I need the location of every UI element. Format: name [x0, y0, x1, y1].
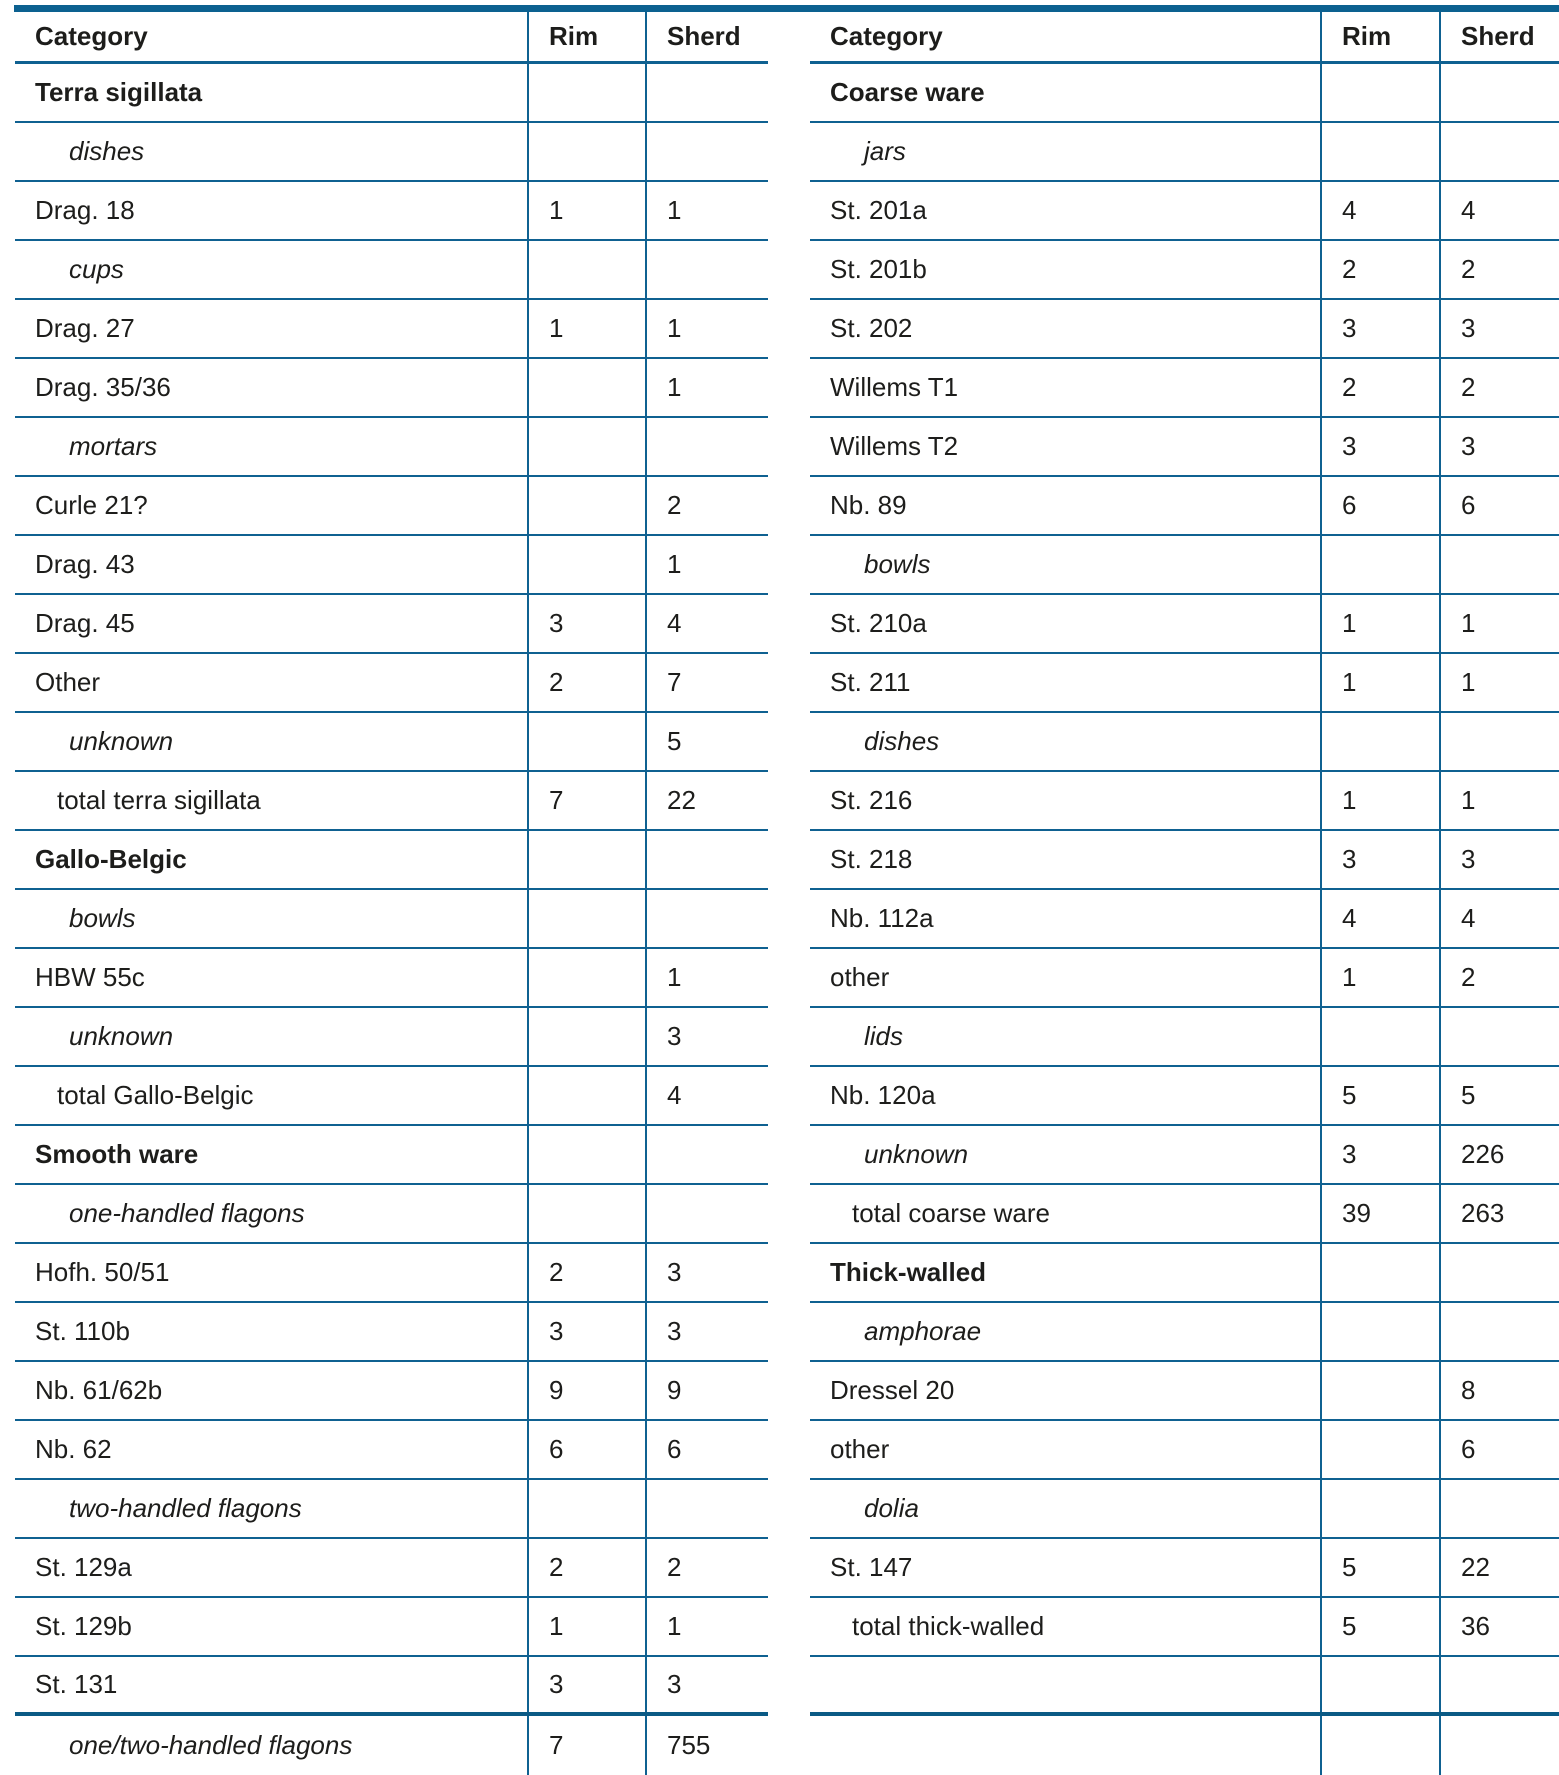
group-header-row — [15, 831, 768, 890]
category-cell: St. 110b — [35, 1316, 130, 1346]
sherd-count-cell: 2 — [1439, 949, 1559, 1006]
rim-count-cell: 3 — [527, 1657, 645, 1712]
sherd-count-cell: 1 — [645, 359, 768, 416]
rim-count-cell — [527, 1480, 645, 1537]
rim-count-cell: 2 — [527, 654, 645, 711]
column-header-sherd: Sherd — [1439, 12, 1559, 61]
rim-count-cell — [1320, 1008, 1439, 1065]
table-row — [15, 772, 768, 831]
table-row — [15, 949, 768, 1008]
rim-count-cell: 1 — [1320, 595, 1439, 652]
table-row — [15, 1303, 768, 1362]
rim-count-cell — [527, 1126, 645, 1183]
category-cell: dishes — [69, 136, 145, 166]
rim-count-cell — [1320, 1362, 1439, 1419]
category-cell: St. 147 — [830, 1552, 913, 1582]
rim-count-cell: 5 — [1320, 1539, 1439, 1596]
category-cell: St. 211 — [830, 667, 911, 697]
sherd-count-cell — [1439, 64, 1559, 121]
category-cell: Drag. 43 — [35, 549, 135, 579]
rim-count-cell: 2 — [527, 1539, 645, 1596]
table-row — [15, 654, 768, 713]
column-header-sherd: Sherd — [645, 12, 768, 61]
sherd-count-cell — [645, 1480, 768, 1537]
category-cell: other — [830, 962, 890, 992]
table-row — [810, 359, 1559, 418]
sherd-count-cell — [1439, 1480, 1559, 1537]
rim-count-cell: 3 — [1320, 831, 1439, 888]
table-row — [810, 1362, 1559, 1421]
table-row — [15, 1716, 768, 1775]
sherd-count-cell: 5 — [1439, 1067, 1559, 1124]
rim-count-cell — [527, 359, 645, 416]
table-row — [15, 536, 768, 595]
group-header-row — [810, 1244, 1559, 1303]
table-row — [810, 241, 1559, 300]
table-row — [810, 1657, 1559, 1716]
rim-count-cell — [527, 536, 645, 593]
rim-count-cell: 2 — [1320, 359, 1439, 416]
table-row — [810, 654, 1559, 713]
sherd-count-cell: 226 — [1439, 1126, 1559, 1183]
category-cell: Curle 21? — [35, 490, 148, 520]
category-cell: Dressel 20 — [830, 1375, 955, 1405]
rim-count-cell — [527, 1067, 645, 1124]
rim-count-cell: 3 — [1320, 418, 1439, 475]
table-row — [810, 1598, 1559, 1657]
table-row — [810, 1008, 1559, 1067]
sherd-count-cell: 4 — [645, 595, 768, 652]
rim-count-cell: 6 — [527, 1421, 645, 1478]
rim-count-cell: 3 — [1320, 1126, 1439, 1183]
table-row — [15, 1421, 768, 1480]
sherd-count-cell: 1 — [645, 300, 768, 357]
category-cell: Drag. 27 — [35, 313, 135, 343]
table-row — [810, 1185, 1559, 1244]
category-cell: St. 129b — [35, 1611, 132, 1641]
category-cell: St. 218 — [830, 844, 913, 874]
column-header-category: Category — [830, 21, 943, 51]
table-row — [810, 182, 1559, 241]
table-row — [15, 359, 768, 418]
rim-count-cell: 1 — [527, 1598, 645, 1655]
category-cell: mortars — [69, 431, 158, 461]
rim-count-cell — [1320, 713, 1439, 770]
rim-count-cell: 4 — [1320, 182, 1439, 239]
pottery-count-tables — [15, 12, 1559, 1775]
category-cell: Nb. 89 — [830, 490, 907, 520]
category-cell: dolia — [864, 1493, 919, 1523]
sherd-count-cell: 3 — [645, 1303, 768, 1360]
table-row — [810, 949, 1559, 1008]
rim-count-cell: 1 — [1320, 949, 1439, 1006]
sherd-count-cell — [1439, 536, 1559, 593]
category-cell: Nb. 120a — [830, 1080, 936, 1110]
table-row — [810, 772, 1559, 831]
category-cell: one/two-handled flagons — [69, 1730, 353, 1760]
sherd-count-cell — [1439, 1657, 1559, 1712]
category-cell: Hofh. 50/51 — [35, 1257, 170, 1287]
sherd-count-cell — [645, 241, 768, 298]
rim-count-cell: 39 — [1320, 1185, 1439, 1242]
category-cell: total coarse ware — [852, 1198, 1050, 1228]
table-row — [15, 182, 768, 241]
category-cell: St. 129a — [35, 1552, 132, 1582]
sherd-count-cell: 3 — [1439, 831, 1559, 888]
table-row — [810, 1480, 1559, 1539]
sherd-count-cell: 3 — [645, 1657, 768, 1712]
table-row — [810, 418, 1559, 477]
category-cell: Terra sigillata — [35, 77, 203, 107]
sherd-count-cell: 4 — [1439, 890, 1559, 947]
category-cell: total terra sigillata — [57, 785, 261, 815]
rim-count-cell — [527, 949, 645, 1006]
sherd-count-cell: 263 — [1439, 1185, 1559, 1242]
category-cell: Nb. 112a — [830, 903, 934, 933]
table-row — [15, 595, 768, 654]
sherd-count-cell — [1439, 1303, 1559, 1360]
rim-count-cell — [1320, 1303, 1439, 1360]
rim-count-cell: 1 — [527, 300, 645, 357]
sherd-count-cell: 2 — [1439, 241, 1559, 298]
rim-count-cell — [527, 1008, 645, 1065]
sherd-count-cell: 5 — [645, 713, 768, 770]
pottery-table-left — [15, 12, 768, 1775]
category-cell: bowls — [864, 549, 931, 579]
category-cell: jars — [864, 136, 906, 166]
rim-count-cell — [527, 713, 645, 770]
category-cell: total Gallo-Belgic — [57, 1080, 254, 1110]
sherd-count-cell — [645, 123, 768, 180]
category-cell: lids — [864, 1021, 904, 1051]
table-row — [15, 1244, 768, 1303]
sherd-count-cell: 2 — [645, 1539, 768, 1596]
sherd-count-cell — [645, 831, 768, 888]
table-row — [810, 1126, 1559, 1185]
rim-count-cell: 7 — [527, 772, 645, 829]
category-cell: Willems T1 — [830, 372, 959, 402]
sherd-count-cell: 1 — [645, 536, 768, 593]
category-cell: Drag. 18 — [35, 195, 135, 225]
category-cell: HBW 55c — [35, 962, 145, 992]
category-cell: dishes — [864, 726, 940, 756]
sherd-count-cell: 1 — [1439, 772, 1559, 829]
sherd-count-cell — [645, 64, 768, 121]
category-cell: Willems T2 — [830, 431, 959, 461]
category-cell: Drag. 35/36 — [35, 372, 171, 402]
sherd-count-cell — [645, 1126, 768, 1183]
table-row — [15, 1598, 768, 1657]
group-header-row — [810, 64, 1559, 123]
sherd-count-cell: 3 — [645, 1244, 768, 1301]
category-cell: St. 210a — [830, 608, 927, 638]
table-row — [15, 1539, 768, 1598]
category-cell: bowls — [69, 903, 136, 933]
rim-count-cell: 7 — [527, 1716, 645, 1775]
sherd-count-cell — [1439, 1008, 1559, 1065]
category-cell: total thick-walled — [852, 1611, 1045, 1641]
sherd-count-cell — [645, 1185, 768, 1242]
table-row — [15, 418, 768, 477]
sherd-count-cell — [1439, 123, 1559, 180]
sherd-count-cell: 36 — [1439, 1598, 1559, 1655]
rim-count-cell — [1320, 1480, 1439, 1537]
sherd-count-cell — [1439, 713, 1559, 770]
sherd-count-cell: 6 — [645, 1421, 768, 1478]
rim-count-cell: 6 — [1320, 477, 1439, 534]
category-cell: other — [830, 1434, 890, 1464]
rim-count-cell — [1320, 536, 1439, 593]
rim-count-cell — [527, 241, 645, 298]
table-row — [15, 477, 768, 536]
rim-count-cell — [527, 64, 645, 121]
category-cell: cups — [69, 254, 124, 284]
sherd-count-cell: 1 — [645, 1598, 768, 1655]
sherd-count-cell: 4 — [645, 1067, 768, 1124]
table-row — [15, 890, 768, 949]
sherd-count-cell: 2 — [1439, 359, 1559, 416]
table-header-row — [15, 12, 768, 64]
sherd-count-cell — [645, 890, 768, 947]
table-row — [810, 300, 1559, 359]
category-cell: St. 201b — [830, 254, 927, 284]
rim-count-cell: 5 — [1320, 1598, 1439, 1655]
column-header-rim: Rim — [1320, 12, 1439, 61]
table-header-row — [810, 12, 1559, 64]
table-row — [15, 1480, 768, 1539]
group-header-row — [15, 64, 768, 123]
sherd-count-cell: 6 — [1439, 1421, 1559, 1478]
category-cell: amphorae — [864, 1316, 982, 1346]
category-cell: St. 216 — [830, 785, 913, 815]
table-row — [15, 1067, 768, 1126]
column-header-category: Category — [35, 21, 148, 51]
sherd-count-cell: 3 — [1439, 418, 1559, 475]
sherd-count-cell: 3 — [645, 1008, 768, 1065]
rim-count-cell — [1320, 123, 1439, 180]
rim-count-cell: 3 — [1320, 300, 1439, 357]
table-row — [810, 890, 1559, 949]
sherd-count-cell: 1 — [1439, 654, 1559, 711]
category-cell: Nb. 62 — [35, 1434, 112, 1464]
sherd-count-cell — [645, 418, 768, 475]
table-row — [15, 1008, 768, 1067]
category-cell: Thick-walled — [830, 1257, 987, 1287]
rim-count-cell — [527, 123, 645, 180]
sherd-count-cell: 1 — [1439, 595, 1559, 652]
table-row — [810, 1421, 1559, 1480]
sherd-count-cell: 6 — [1439, 477, 1559, 534]
table-row — [810, 123, 1559, 182]
table-row — [810, 1539, 1559, 1598]
table-row — [15, 123, 768, 182]
sherd-count-cell: 3 — [1439, 300, 1559, 357]
rim-count-cell: 3 — [527, 595, 645, 652]
category-cell: St. 201a — [830, 195, 927, 225]
category-cell: one-handled flagons — [69, 1198, 305, 1228]
table-row — [15, 713, 768, 772]
sherd-count-cell — [1439, 1244, 1559, 1301]
column-header-rim: Rim — [527, 12, 645, 61]
sherd-count-cell: 9 — [645, 1362, 768, 1419]
category-cell — [810, 1657, 1320, 1712]
rim-count-cell — [1320, 64, 1439, 121]
rim-count-cell: 1 — [1320, 654, 1439, 711]
table-row — [810, 536, 1559, 595]
table-row — [810, 595, 1559, 654]
rim-count-cell: 2 — [1320, 241, 1439, 298]
rim-count-cell — [1320, 1657, 1439, 1712]
table-row — [810, 477, 1559, 536]
rim-count-cell — [527, 831, 645, 888]
category-cell: Gallo-Belgic — [35, 844, 187, 874]
category-cell — [810, 1716, 1320, 1775]
table-row — [15, 1362, 768, 1421]
rim-count-cell: 4 — [1320, 890, 1439, 947]
table-row — [810, 1303, 1559, 1362]
table-row — [810, 831, 1559, 890]
sherd-count-cell: 8 — [1439, 1362, 1559, 1419]
top-rule — [14, 5, 1559, 12]
category-cell: Nb. 61/62b — [35, 1375, 163, 1405]
category-cell: unknown — [69, 726, 174, 756]
category-cell: unknown — [69, 1021, 174, 1051]
sherd-count-cell: 755 — [645, 1716, 768, 1775]
rim-count-cell — [1320, 1716, 1439, 1775]
category-cell: unknown — [864, 1139, 969, 1169]
category-cell: Smooth ware — [35, 1139, 199, 1169]
category-cell: two-handled flagons — [69, 1493, 302, 1523]
table-row — [810, 713, 1559, 772]
table-row — [15, 241, 768, 300]
rim-count-cell: 1 — [1320, 772, 1439, 829]
rim-count-cell: 2 — [527, 1244, 645, 1301]
sherd-count-cell: 22 — [1439, 1539, 1559, 1596]
table-row — [15, 1185, 768, 1244]
rim-count-cell — [527, 418, 645, 475]
sherd-count-cell: 7 — [645, 654, 768, 711]
rim-count-cell — [527, 1185, 645, 1242]
sherd-count-cell: 4 — [1439, 182, 1559, 239]
category-cell: St. 202 — [830, 313, 913, 343]
sherd-count-cell: 1 — [645, 182, 768, 239]
rim-count-cell: 5 — [1320, 1067, 1439, 1124]
rim-count-cell — [1320, 1421, 1439, 1478]
rim-count-cell — [527, 477, 645, 534]
table-row — [810, 1067, 1559, 1126]
table-row — [15, 300, 768, 359]
sherd-count-cell: 22 — [645, 772, 768, 829]
table-row — [15, 1657, 768, 1716]
rim-count-cell — [1320, 1244, 1439, 1301]
sherd-count-cell: 1 — [645, 949, 768, 1006]
rim-count-cell: 3 — [527, 1303, 645, 1360]
rim-count-cell: 9 — [527, 1362, 645, 1419]
sherd-count-cell: 2 — [645, 477, 768, 534]
category-cell: Other — [35, 667, 101, 697]
rim-count-cell: 1 — [527, 182, 645, 239]
sherd-count-cell — [1439, 1716, 1559, 1775]
category-cell: St. 131 — [35, 1669, 118, 1699]
pottery-table-right — [810, 12, 1559, 1775]
group-header-row — [15, 1126, 768, 1185]
category-cell: Drag. 45 — [35, 608, 135, 638]
table-row — [810, 1716, 1559, 1775]
category-cell: Coarse ware — [830, 77, 985, 107]
rim-count-cell — [527, 890, 645, 947]
